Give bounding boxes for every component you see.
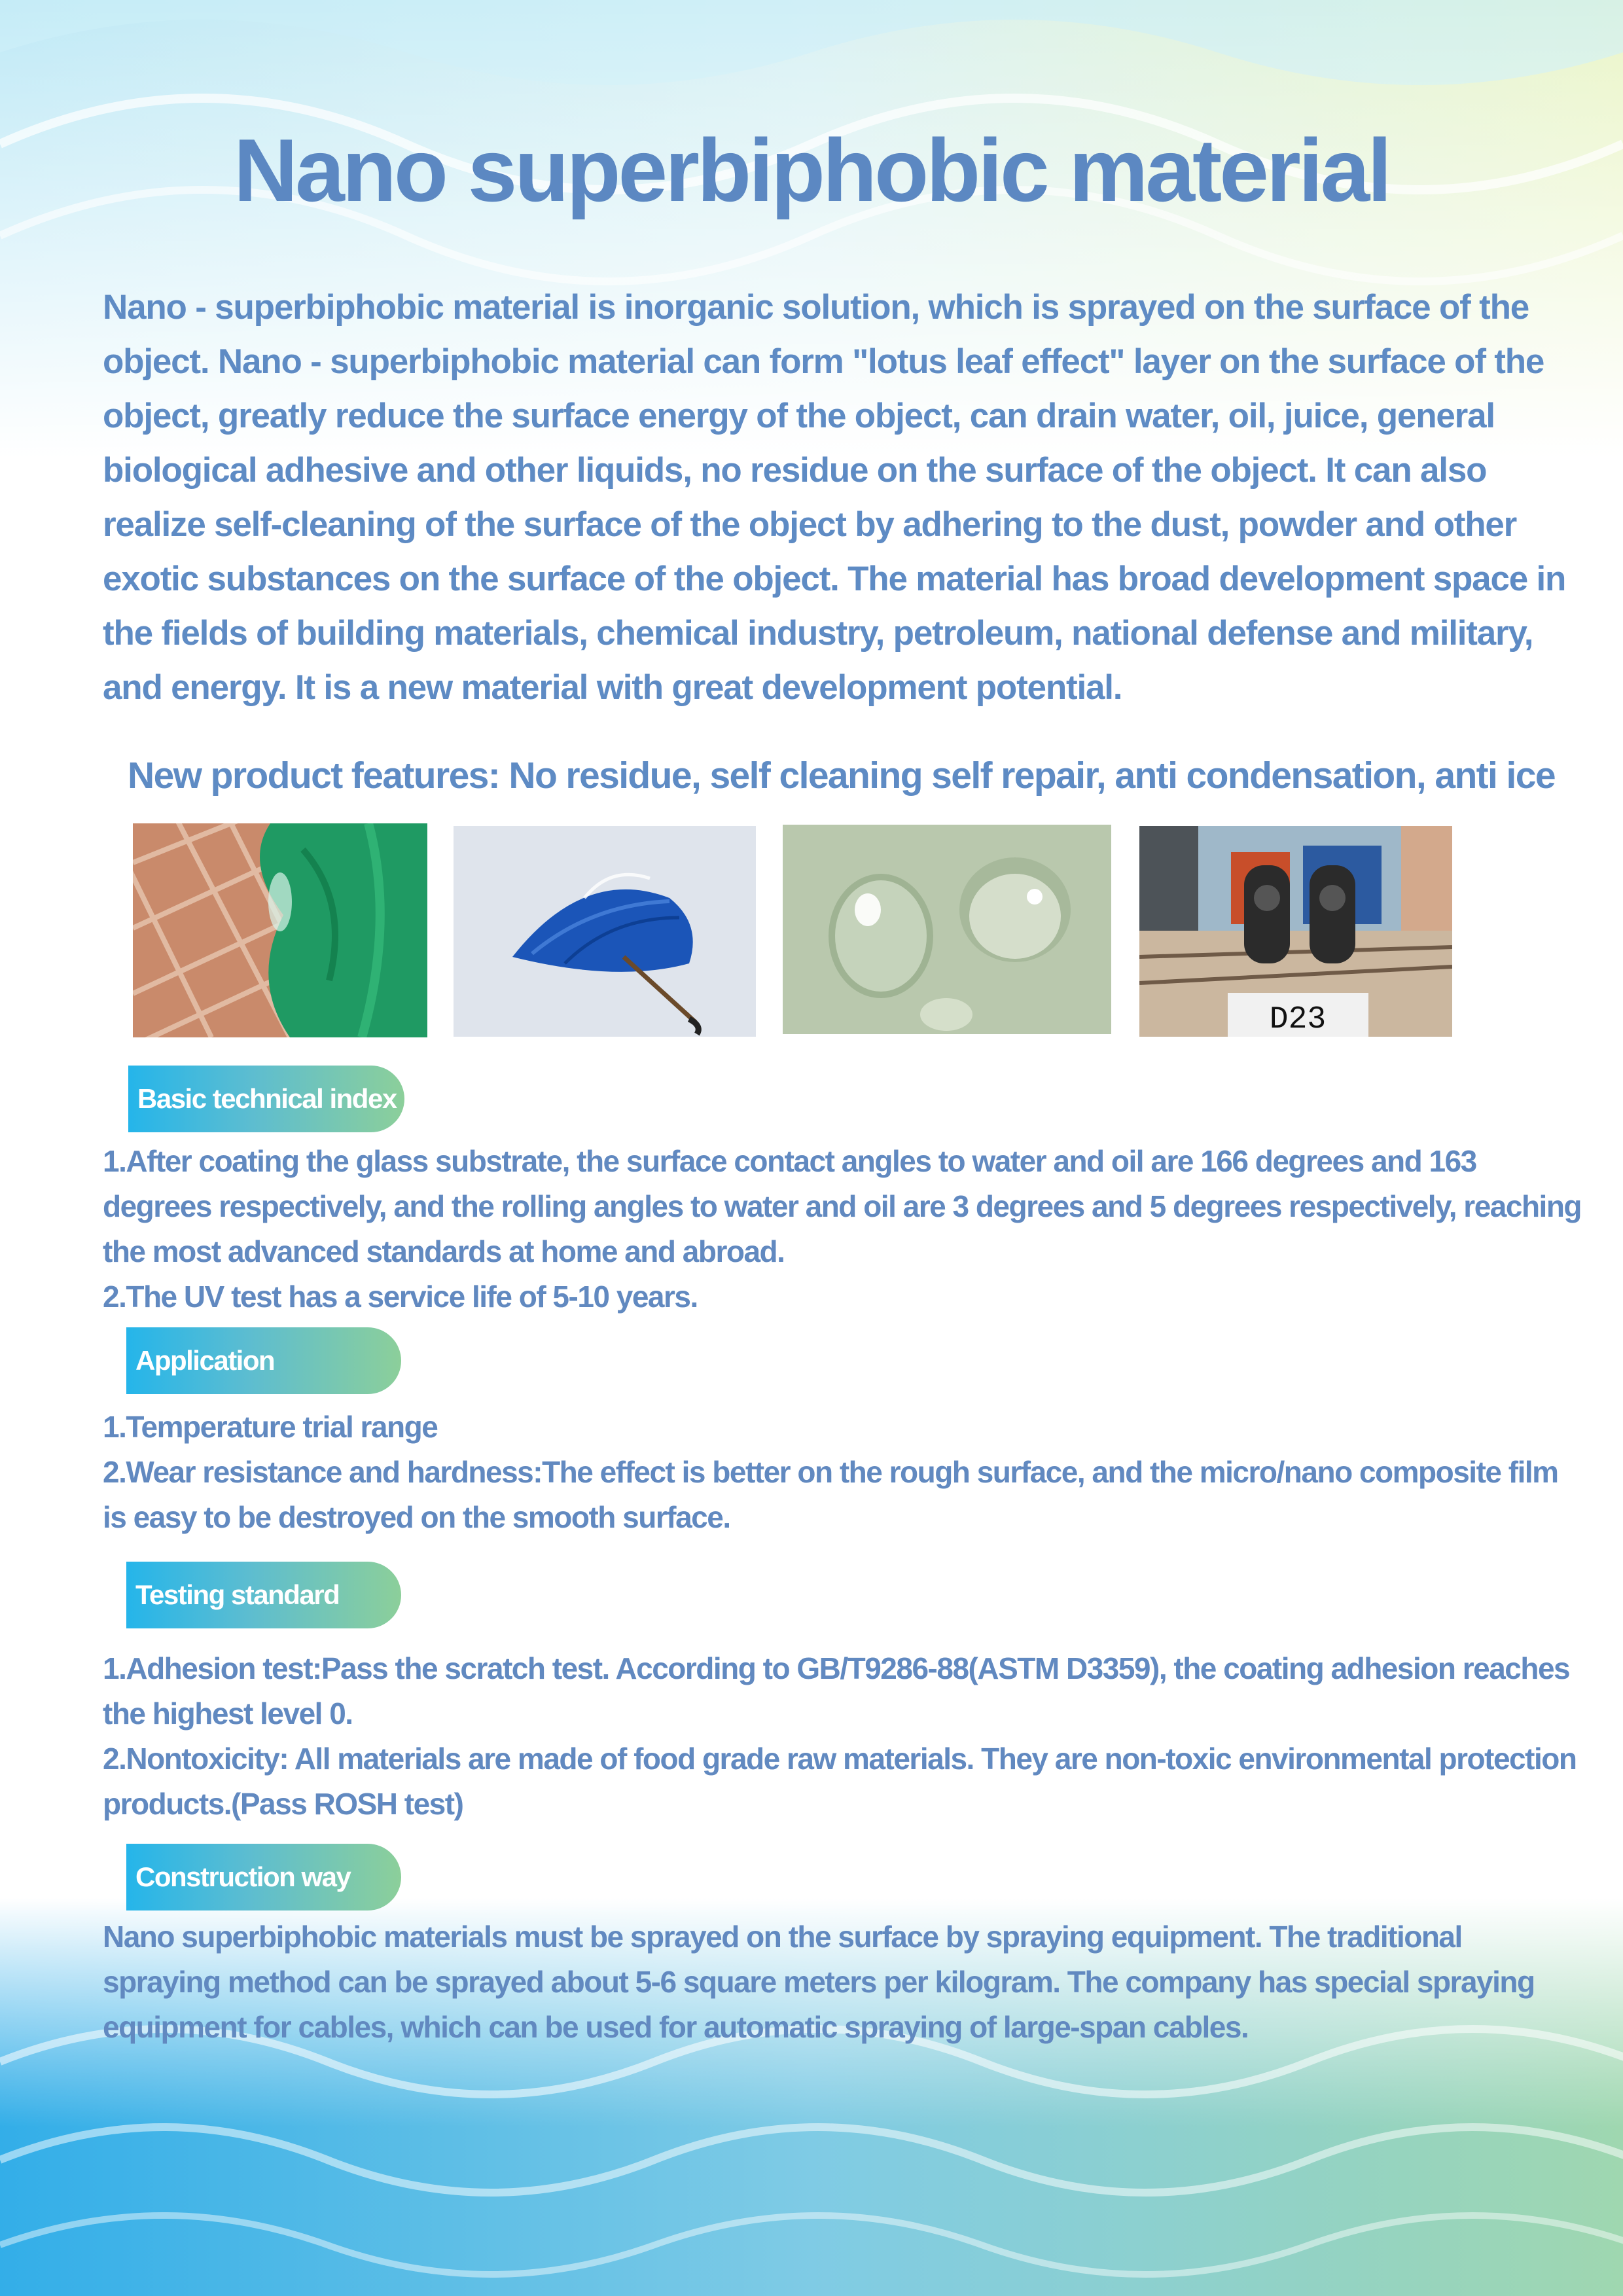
section-line: 1.Temperature trial range: [103, 1410, 438, 1444]
photo-railway-signal: [1139, 826, 1452, 1037]
features-heading: New product features: No residue, self cleaning self repair, anti condensation, anti ice: [128, 755, 1555, 797]
section-body-testing-standard: [103, 1646, 1582, 1827]
page-title: Nano superbiphobic material: [233, 120, 1390, 220]
section-line: Nano superbiphobic materials must be sprayed on the surface by spraying equipment. The traditional spraying method can be sprayed about 5-6 square meters per kilogram. The company has special spraying equipment for cables, which can be used for automatic spraying of large-span cables.: [103, 1920, 1535, 2044]
section-body-basic-technical-index: [103, 1139, 1582, 1319]
photo-green-fabric: [133, 823, 427, 1037]
photo-water-droplets: [783, 825, 1111, 1034]
section-heading-testing-standard: Testing standard: [126, 1562, 401, 1628]
section-body-construction-way: [103, 1914, 1582, 2050]
intro-paragraph: Nano - superbiphobic material is inorganic solution, which is sprayed on the surface of the object. Nano - superbiphobic material can form "lotus leaf effect" layer on the surface of the object, greatly reduce the surface energy of the object, can drain water, oil, juice, general biological adhesive and other liquids, no residue on the surface of the object. It can also realize self-cleaning of the surface of the object by adhering to the dust, powder and other exotic substances on the surface of the object. The material has broad development space in the fields of building materials, chemical industry, petroleum, national defense and military, and energy. It is a new material with great development potential.: [103, 288, 1566, 707]
section-heading-basic-technical-index: Basic technical index: [128, 1066, 404, 1132]
section-heading-application: Application: [126, 1327, 401, 1394]
section-line: 2.Wear resistance and hardness:The effect is better on the rough surface, and the micro/nano composite film is easy to be destroyed on the smooth surface.: [103, 1455, 1558, 1534]
photo-umbrella: [454, 826, 756, 1037]
section-body-application: [103, 1405, 1582, 1540]
section-line: 1.After coating the glass substrate, the surface contact angles to water and oil are 166 degrees and 163 degrees respectively, and the rolling angles to water and oil are 3 degrees and 5 degrees respectively, reaching the most advanced standards at home and abroad.: [103, 1144, 1582, 1268]
section-heading-construction-way: Construction way: [126, 1844, 401, 1910]
section-line: 2.Nontoxicity: All materials are made of food grade raw materials. They are non-toxic environmental protection products.(Pass ROSH test): [103, 1742, 1577, 1821]
section-line: 1.Adhesion test:Pass the scratch test. According to GB/T9286-88(ASTM D3359), the coating adhesion reaches the highest level 0.: [103, 1651, 1570, 1731]
sign-label: D23: [1269, 1002, 1327, 1037]
section-line: 2.The UV test has a service life of 5-10 years.: [103, 1280, 698, 1314]
